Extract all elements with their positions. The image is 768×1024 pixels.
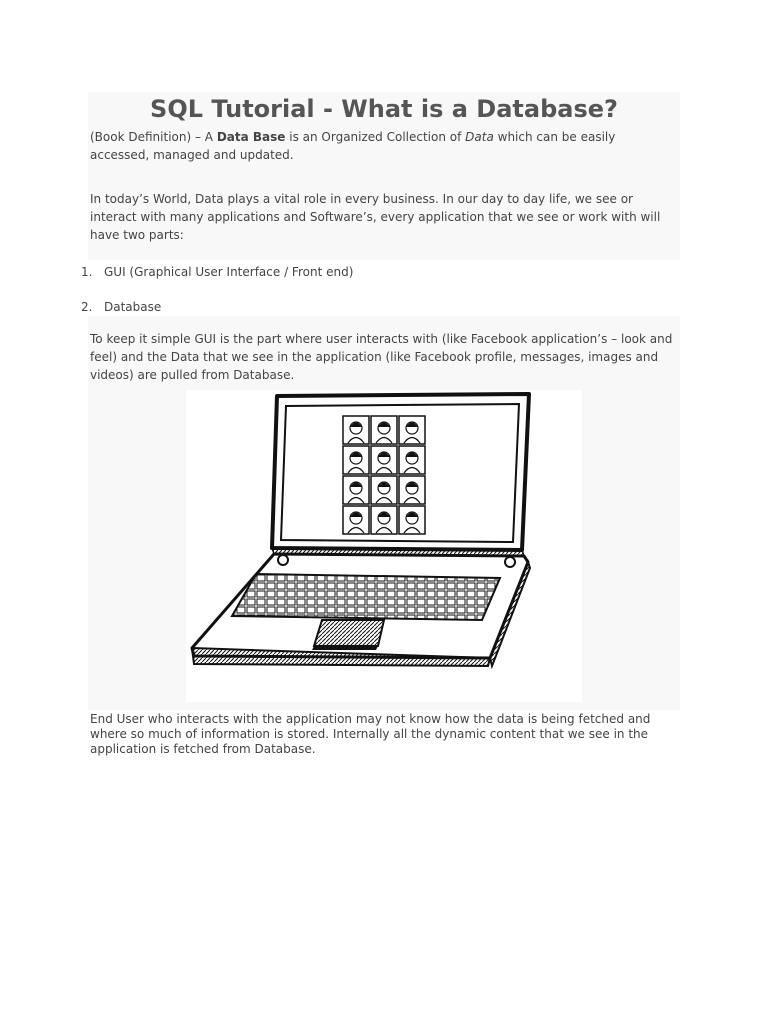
definition-emphasis: Data [465, 130, 494, 144]
profile-photo [399, 506, 425, 534]
list-item-text: GUI (Graphical User Interface / Front end) [104, 265, 354, 279]
document-page [81, 92, 680, 757]
figure-container [88, 390, 680, 710]
profile-photo [371, 506, 397, 534]
definition-term: Data Base [216, 130, 286, 144]
list-item-number: 2. [81, 300, 93, 314]
definition-middle: is an Organized Collection of [285, 130, 466, 144]
page-title: SQL Tutorial - What is a Database? [150, 95, 618, 123]
profile-photo [343, 416, 369, 444]
profile-photo [399, 446, 425, 474]
explanation-section [88, 316, 680, 710]
profile-photo [371, 476, 397, 504]
profile-photo [371, 416, 397, 444]
list-item-number: 1. [81, 265, 93, 279]
list-item [81, 298, 680, 316]
definition-suffix: which can be easily accessed, managed and updated. [90, 130, 616, 162]
intro-paragraph: In today’s World, Data plays a vital role in every business. In our day to day life, we see or interact with many applications and Software’s, every application that we see or work with will have two parts: [90, 192, 661, 242]
list-item [81, 263, 680, 281]
definition-prefix: (Book Definition) – A [90, 130, 217, 144]
profile-photo [399, 416, 425, 444]
laptop-sketch-icon [186, 390, 582, 702]
profile-photo [399, 476, 425, 504]
explanation-paragraph: To keep it simple GUI is the part where user interacts with (like Facebook application’s – look and feel) and the Data that we see in the application (like Facebook profile, messages, images and videos) are pulled from Database. [90, 332, 673, 382]
definition-paragraph [88, 128, 680, 164]
profile-photo [343, 506, 369, 534]
closing-paragraph: End User who interacts with the application may not know how the data is being fetched and where so much of information is stored. Internally all the dynamic content that we see in the application is fetched from Database. [88, 710, 680, 757]
intro-section [88, 92, 680, 260]
profile-photo [371, 446, 397, 474]
laptop-illustration [186, 390, 582, 702]
profile-photo [343, 446, 369, 474]
parts-list [81, 263, 680, 316]
list-item-text: Database [104, 300, 162, 314]
profile-photo [343, 476, 369, 504]
